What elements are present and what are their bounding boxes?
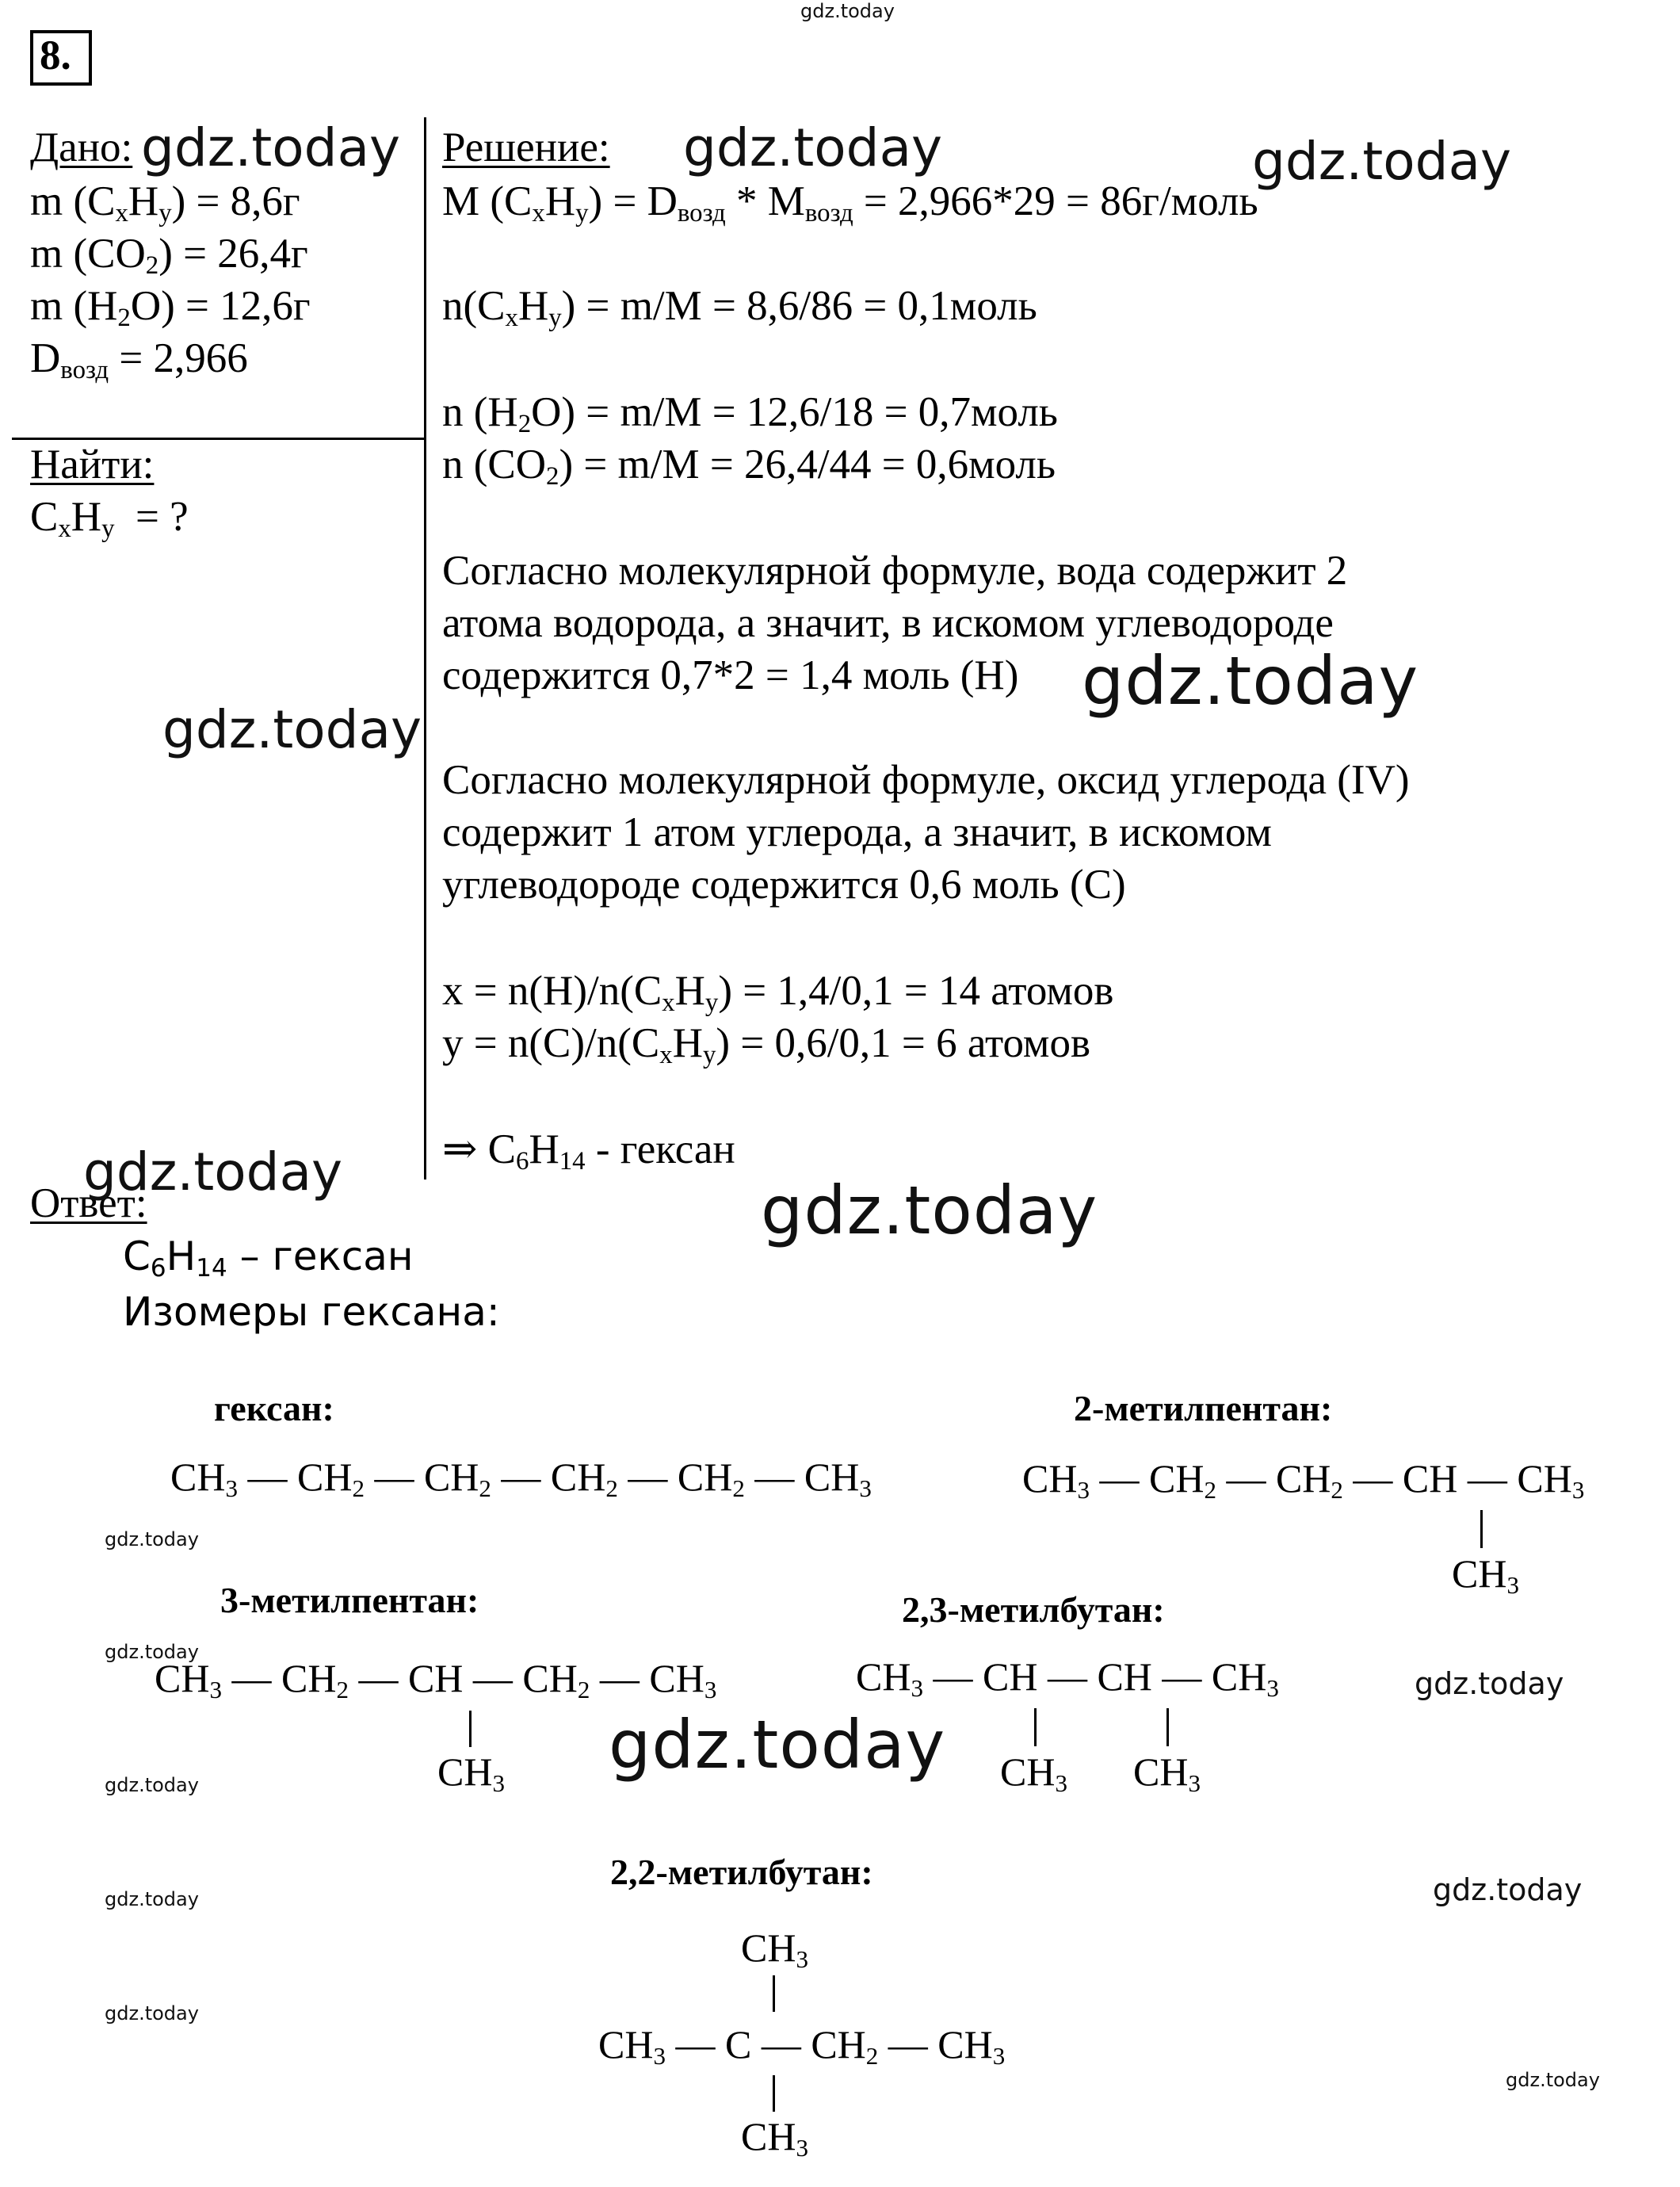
bond: — <box>599 1656 640 1700</box>
watermark: gdz.today <box>1082 642 1419 720</box>
find-line: $C_xH_y$ = ? <box>30 494 189 544</box>
chain-group: $CH_2$ <box>1148 1456 1216 1504</box>
solution-para-h-line2: атома водорода, а значит, в искомом углеводороде <box>442 600 1334 646</box>
bond: — <box>628 1455 668 1499</box>
watermark: gdz.today <box>1433 1872 1583 1907</box>
isomer-3-methylpentane-chain <box>155 1658 716 1702</box>
given-line-mass-co2: m $(CO_2) = 26,4г$ <box>30 231 308 281</box>
column-divider <box>424 117 426 1180</box>
given-line-density: $D_{возд} = 2,966$ <box>30 335 248 385</box>
isomer-2-3-methylbutane-branch-2: $CH_3$ <box>1133 1749 1201 1797</box>
solution-para-h-line3: содержится 0,7*2 = 1,4 моль (H) <box>442 652 1019 698</box>
solution-header: Решение: <box>442 124 610 170</box>
isomer-2-methylpentane-name: 2-метилпентан: <box>1074 1388 1333 1428</box>
watermark: gdz.today <box>83 1141 343 1202</box>
given-divider <box>12 438 426 440</box>
solution-n-co2: n $(CO_2) = m/M = 26,4/44$ = 0,6моль <box>442 442 1056 491</box>
bond: — <box>374 1455 414 1499</box>
bond: — <box>247 1455 288 1499</box>
watermark: gdz.today <box>105 2002 199 2025</box>
find-header: Найти: <box>30 442 155 487</box>
solution-n-cxhy: $n(C_xH_y) = m/M = 8,6/86$ = 0,1моль <box>442 283 1037 333</box>
isomer-2-methylpentane-branch: $CH_3$ <box>1452 1551 1519 1599</box>
isomer-2-2-methylbutane-name: 2,2-метилбутан: <box>610 1852 873 1892</box>
watermark-top: gdz.today <box>800 0 895 22</box>
branch-bond <box>469 1711 472 1747</box>
bond: — <box>1099 1456 1140 1501</box>
isomer-2-2-methylbutane-branch-top: $CH_3$ <box>741 1925 808 1973</box>
chain-group: $CH_2$ <box>677 1455 745 1502</box>
watermark: gdz.today <box>1415 1666 1564 1701</box>
chain-group: CH <box>1402 1456 1458 1501</box>
solution-para-c-line2: содержит 1 атом углерода, а значит, в искомом <box>442 809 1272 855</box>
answer-isomers-title: Изомеры гексана: <box>123 1289 500 1335</box>
solution-para-c-line3: углеводороде содержится 0,6 моль (C) <box>442 862 1126 908</box>
solution-para-c-line1: Согласно молекулярной формуле, оксид углерода (IV) <box>442 757 1410 803</box>
watermark: gdz.today <box>105 1641 199 1663</box>
bond: — <box>358 1656 399 1700</box>
given-header: Дано: <box>30 124 133 170</box>
bond: — <box>1467 1456 1507 1501</box>
bond: — <box>1353 1456 1393 1501</box>
chain-group: $CH_2$ <box>281 1656 349 1703</box>
chain-group: CH <box>1097 1654 1152 1699</box>
solution-conclusion: ⇒ $C_6H_{14}$ - гексан <box>442 1126 735 1176</box>
chain-group: $CH_3$ <box>804 1455 872 1502</box>
chain-group: $CH_2$ <box>296 1455 365 1502</box>
branch-bond <box>1166 1708 1169 1746</box>
branch-bond <box>1034 1708 1037 1746</box>
isomer-2-3-methylbutane-branch-1: $CH_3$ <box>1000 1749 1067 1797</box>
chain-group: $CH_3$ <box>598 2022 666 2070</box>
solution-y-line: $y = n(C)/n(C_xH_y) = 0,6/0,1 = 6$ атомов <box>442 1020 1090 1070</box>
bond: — <box>231 1656 272 1700</box>
chain-group: CH <box>982 1654 1038 1699</box>
chain-group: $CH_2$ <box>550 1455 618 1502</box>
bond: — <box>472 1656 513 1700</box>
branch-bond <box>773 1975 775 2012</box>
branch-bond <box>1480 1510 1483 1548</box>
chain-group: C <box>724 2022 752 2067</box>
problem-number: 8. <box>40 32 71 78</box>
isomer-3-methylpentane-name: 3-метилпентан: <box>220 1580 479 1620</box>
isomer-2-3-methylbutane-chain <box>856 1654 1279 1702</box>
solution-para-h-line1: Согласно молекулярной формуле, вода содержит 2 <box>442 548 1348 594</box>
chain-group: $CH_3$ <box>856 1654 923 1702</box>
answer-formula: $C_6H_{14}$ – гексан <box>123 1233 414 1283</box>
solution-n-h2o: n $(H_2O) = m/M = 12,6/18$ = 0,7моль <box>442 389 1058 439</box>
bond: — <box>1162 1654 1202 1699</box>
isomer-hexane-chain <box>170 1457 872 1501</box>
bond: — <box>761 2022 801 2067</box>
branch-bond <box>773 2075 775 2112</box>
isomer-2-3-methylbutane-name: 2,3-метилбутан: <box>902 1589 1165 1630</box>
watermark: gdz.today <box>761 1172 1098 1249</box>
chain-group: $CH_3$ <box>155 1656 222 1703</box>
bond: — <box>501 1455 541 1499</box>
watermark: gdz.today <box>105 1528 199 1550</box>
chain-group: $CH_2$ <box>522 1656 590 1703</box>
chain-group: $CH_3$ <box>1517 1456 1585 1504</box>
chain-group: $CH_2$ <box>423 1455 491 1502</box>
bond: — <box>1047 1654 1087 1699</box>
chain-group: CH <box>407 1656 464 1700</box>
bond: — <box>933 1654 973 1699</box>
isomer-2-methylpentane-chain <box>1022 1456 1585 1504</box>
isomer-hexane-name: гексан: <box>214 1388 334 1428</box>
isomer-3-methylpentane-branch: $CH_3$ <box>437 1749 505 1797</box>
given-line-mass-cxhy: m $(C_xH_y) = 8,6г$ <box>30 178 300 228</box>
chain-group: $CH_3$ <box>1211 1654 1279 1702</box>
watermark: gdz.today <box>1506 2069 1600 2091</box>
chain-group: $CH_2$ <box>1275 1456 1343 1504</box>
watermark: gdz.today <box>1252 131 1512 192</box>
watermark: gdz.today <box>609 1706 946 1784</box>
bond: — <box>675 2022 716 2067</box>
isomer-2-2-methylbutane-branch-bottom: $CH_3$ <box>741 2114 808 2162</box>
chain-group: $CH_3$ <box>937 2022 1006 2070</box>
bond: — <box>888 2022 928 2067</box>
chain-group: $CH_3$ <box>1022 1456 1090 1504</box>
answer-header: Ответ: <box>30 1180 147 1226</box>
chain-group: $CH_2$ <box>811 2022 879 2070</box>
isomer-2-2-methylbutane-chain <box>598 2022 1006 2070</box>
watermark: gdz.today <box>141 117 401 178</box>
bond: — <box>754 1455 795 1499</box>
watermark: gdz.today <box>683 117 943 178</box>
watermark: gdz.today <box>105 1888 199 1910</box>
chain-group: $CH_3$ <box>170 1455 238 1502</box>
chain-group: $CH_3$ <box>649 1656 717 1703</box>
solution-x-line: $x = n(H)/n(C_xH_y) = 1,4/0,1 = 14$ атомов <box>442 968 1114 1018</box>
given-line-mass-h2o: m $(H_2O) = 12,6г$ <box>30 283 311 333</box>
solution-molar-mass: M $(C_xH_y) = D_{возд} * M_{возд} = 2,966*29$ = 86г/моль <box>442 178 1258 228</box>
watermark: gdz.today <box>105 1774 199 1796</box>
watermark: gdz.today <box>162 699 422 760</box>
bond: — <box>1226 1456 1266 1501</box>
